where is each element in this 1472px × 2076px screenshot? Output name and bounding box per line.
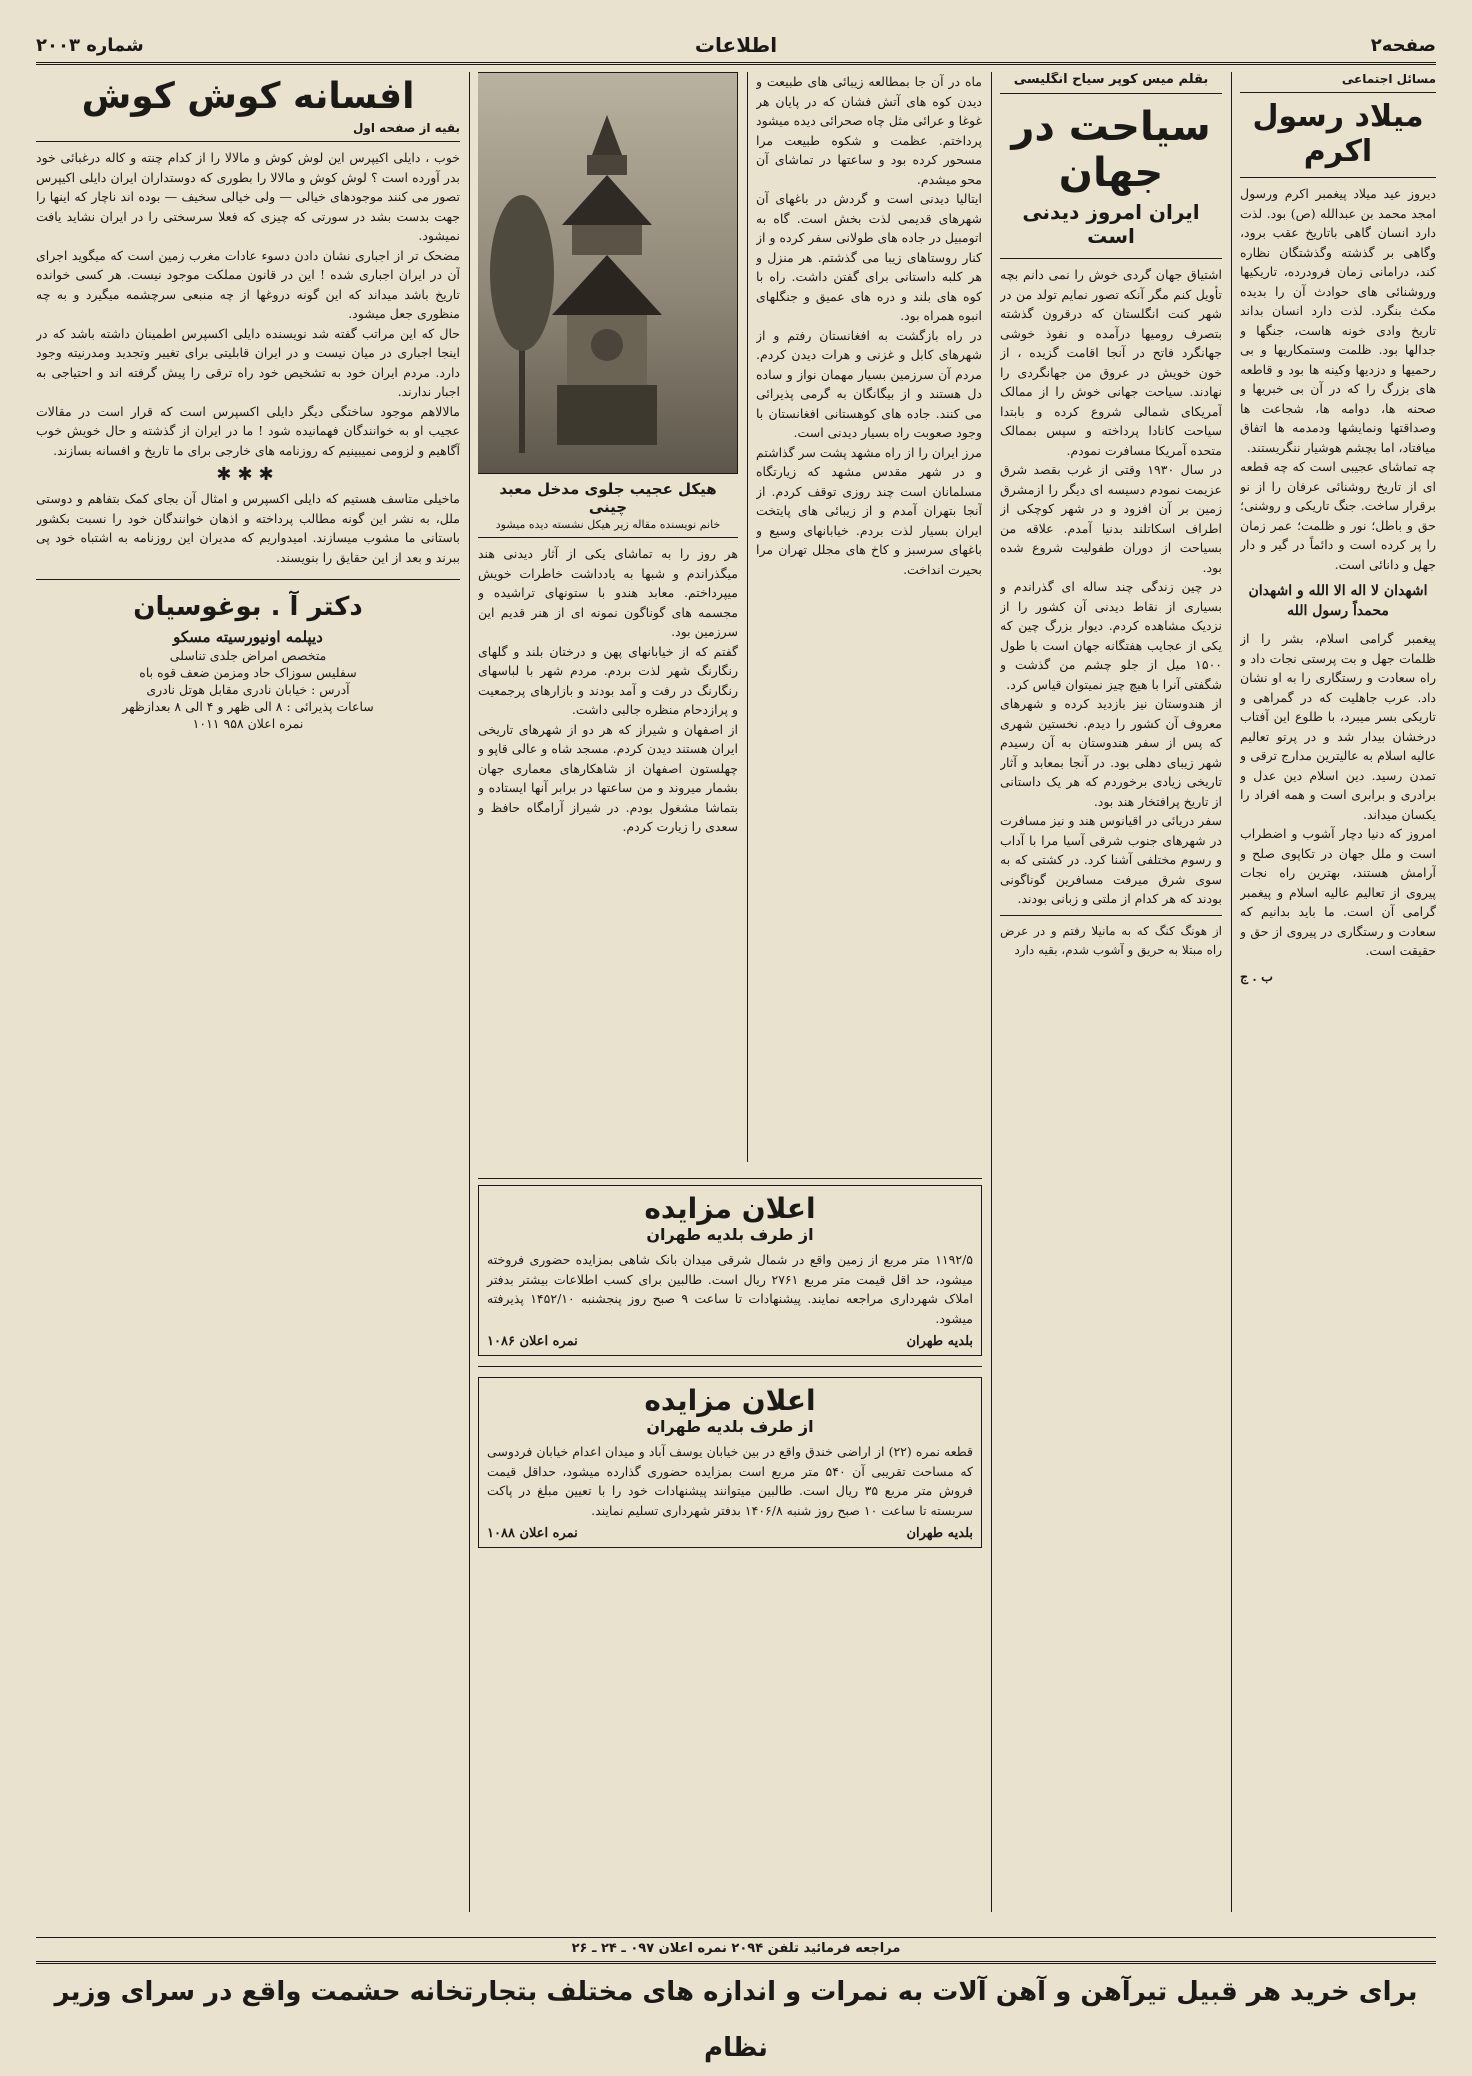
ad-number: نمره اعلان ۱۰۸۶: [487, 1334, 578, 1349]
column-milad: [1240, 72, 1436, 1912]
article-body: مضحک تر از اجباری نشان دادن دسوء عادات مغرب زمین است که میگوید اجرای آن در ایران اجباری شده ! این در قانون مملکت موجود نیست. هر کسی خوانده تاریخ باشد میداند که این گونه دروغها از چه منبعی سرچشمه میگیرد و به چه منظوری جعل میشود.: [36, 247, 460, 321]
article-body: حال که این مراتب گفته شد نویسنده دایلی اکسپرس اطمینان داشته باشد که در اینجا اجباری در میان نیست و در ایران قابلیتی برای تغییر وتجدید ومدرنیته وجود دارد. مردم ایران خود به تشخیص خود راه ترقی را پیش گرفته اند و احتیاجی به اجبار ندارند.: [36, 325, 460, 399]
ad-number: نمره اعلان ۱۰۸۸: [487, 1526, 578, 1541]
ad-title: اعلان مزایده: [644, 1384, 816, 1417]
ad-signer: بلدیه طهران: [906, 1526, 973, 1541]
column-travel-cont: [756, 72, 982, 1162]
article-body: امروز که دنیا دچار آشوب و اضطراب است و ملل جهان در تکاپوی صلح و آرامش هستند، بهترین راه نجات پیروی از تعالیم عالیه اسلام و پیغمبر گرامی آن است. ما باید بدانیم که سعادت و رستگاری در پیروی از حق و حقیقت است.: [1240, 826, 1436, 958]
column-travel: [1000, 72, 1222, 1912]
newspaper-page: [36, 28, 1436, 2063]
article-body: از اصفهان و شیراز که هر دو از شهرهای تاریخی ایران هستند دیدن کردم. مسجد شاه و عالی قاپو و چهلستون اصفهان از شاهکارهای معماری جهان بشمار میروند و من ساعتها در برابر آنها ایستاده و بتماشا مشغول بودم. در شیراز آرامگاه حافظ و سعدی را زیارت کردم.: [478, 721, 738, 834]
article-body: ماخیلی متاسف هستیم که دایلی اکسپرس و امثال آن بجای کمک بتفاهم و دوستی ملل، به نشر این گونه مطالب پرداخته و اذهان خوانندگان خود را نسبت بکشور باستانی ما مشوب میسازند. امیدواریم که مدیران این روزنامه به اشتباه خود پی ببرند و بعد از این حقایق را بنویسند.: [36, 491, 460, 565]
article-title: سیاحت در جهان: [1011, 104, 1211, 196]
temple-photo: [478, 72, 738, 474]
footer-small-line: مراجعه فرمائید تلفن ۲۰۹۴ نمره اعلان ۰۹۷ ـ ۲۴ ـ ۲۶: [36, 1937, 1436, 1960]
ad-subtitle: از طرف بلدیه طهران: [646, 1417, 814, 1436]
continued-note: از هونگ کنگ که به مانیلا رفتم و در عرض راه مبتلا به حریق و آشوب شدم، بقیه دارد: [1000, 923, 1222, 957]
article-body: ایتالیا دیدنی است و گردش در باغهای آن شهرهای قدیمی لذت بخش است. گاه به اتومبیل در جاده های طولانی سفر کرده و از کنار روستاهای زیبا می گذشتم. هر منزل و هر کلبه داستانی برای گفتن داشت. راه با کوه های بلند و دره های عمیق و جنگلهای انبوه همراه بود.: [756, 191, 982, 323]
shahada-line: اشهدان لا اله الا الله و اشهدان محمداً رسول الله: [1248, 583, 1428, 619]
article-body: خوب ، دایلی اکیپرس این لوش کوش و مالالا را از کدام چنته و کاله درغبائی خود بدر آورده است ؟ لوش کوش و مالالا را بطوری که دوستداران ایران دایلی اکیپرس تصور می کنند موجودهای خیالی — ولی خیالی سخیف — بوده اند ناچار که اینها را جهت بدست بشد در سورتی که چیزی که فعلا سرسختی را در ایران نشاید یافت نمیشود.: [36, 150, 460, 243]
article-body: چه تماشای عجیبی است که چه قطعه ای از تاریخ روشنائی عرفان را از نو برقرار ساخت. جنگ تاریکی و روشنی؛ حق و باطل؛ نور و ظلمت؛ عمر زمان را پر کرده است و دائماً در گیر و دار جهل و دانائی است.: [1240, 459, 1436, 572]
article-body: اشتیاق جهان گردی خوش را نمی دانم بچه تأویل کنم مگر آنکه تصور نمایم تولد من در شهر کنت انگلستان که درقرون گذشته بتصرف رومیها درآمده و نفوذ خوشی جهانگرد فاتح در آنجا اقامت گزیده ، از خون خویش در عروق من جهانگردی را نهادند. سیاحت جهانی خوش را از ممالک آمریکای شمالی شروع کرده و بابتدا سیاحت کانادا پرداخته و سپس بممالک متحده آمریکا مسافرت نمودم.: [1000, 267, 1222, 458]
byline: بقلم میس کوپر سیاح انگلیسی: [1013, 72, 1209, 87]
article-body: در سال ۱۹۳۰ وقتی از غرب بقصد شرق عزیمت نمودم دسیسه ای دیگر را ازمشرق زمین بر آن افزود و در شهر کوچکی از اطراف اسکاتلند بدنیا آمدم. علاقه من بسیاحت از دوران طفولیت شروع شده بود.: [1000, 462, 1222, 575]
issue-number: شماره ۲۰۰۳: [36, 34, 144, 56]
masthead: [36, 28, 1436, 65]
article-title: میلاد رسول اکرم: [1252, 99, 1424, 169]
article-body: دیروز عید میلاد پیغمبر اکرم ورسول امجد محمد بن عبدالله (ص) بود. لذت دارد انسان گاهی باتاریخ عقب برود، وگاهی بر گذشته وگذشتگان نظاره کند، درامانی زمان فرودرده، تاریکیها وروشنائی های حوادث آن را بدیده مکث بنگرد. لذت دارد انسان بداند تاریخ وادی خونه هاست، جنگها و جدالها بود. ظلمت وستمکاریها و بی رحمیها و دزدیها وکینه ها بود و قاطعه های بزرگ را که در آن بی خبریها و صحنه ها، دوامه ها، شجاعت ها وصداقتها ونمایشها ودمدمه ها اتفاق میافتاد، اما بچشم هوشیار ننگریستند.: [1240, 186, 1436, 455]
ad-title: اعلان مزایده: [644, 1192, 816, 1225]
page-number: صفحه۲: [1370, 34, 1436, 56]
doctor-diploma: دیپلمه اونیورسیته مسکو: [173, 628, 323, 646]
article-body: در چین زندگی چند ساله ای گذراندم و بسیاری از نقاط دیدنی آن کشور را از نزدیک مشاهده کردم. دیوار بزرگ چین که یکی از عجایب هفتگانه جهان است با طول ۱۵۰۰ میل از جلو چشم من گذشت و شگفتی آنرا با هیچ چیز نمیتوان قیاس کرد.: [1000, 579, 1222, 692]
photo-subcaption: خانم نویسنده مقاله زیر هیکل نشسته دیده میشود: [495, 518, 721, 531]
ad-body: قطعه نمره (۲۲) از اراضی خندق واقع در بین خیابان یوسف آباد و میدان اعدام خیابان فردوسی که مساحت تقریبی آن ۵۴۰ متر مربع است بمزایده حضوری گذارده میشود، حداقل قیمت فروش متر مربع ۳۵ ریال است. طالبین میتوانند پیشنهادات خود را با تعیین مبلغ در پاکت سربسته تا ساعت ۱۰ صبح روز شنبه ۱۴۰۶/۸ بدفتر شهرداری تسلیم نمایند.: [487, 1444, 974, 1518]
doctor-specialty: متخصص امراض جلدی تناسلی: [169, 648, 327, 663]
section-divider: ✱✱✱: [216, 464, 280, 485]
signature: ب . ج: [1240, 968, 1273, 984]
paper-name: اطلاعات: [694, 33, 778, 57]
article-body: در راه بازگشت به افغانستان رفتم و از شهرهای کابل و غزنی و هرات دیدن کردم. مردم آن سرزمین بسیار مهمان نواز و ساده دل هستند و از بیگانگان به گرمی پذیرائی می کنند. جاده های کوهستانی افغانستان با وجود صعوبت راه بسیار دیدنی است.: [756, 327, 982, 440]
ad-signer: بلدیه طهران: [906, 1334, 973, 1349]
doctor-ad: [36, 592, 460, 731]
auction-ad-1: [478, 1185, 982, 1356]
article-body: از هندوستان نیز بازدید کرده و شهرهای معروف آن کشور را دیدم. نخستین شهری که پس از سفر هندوستان به آن رسیدم شهر زیبای دهلی بود. در آنجا بمعابد و آثار تاریخی زیادی برخوردم که هر یک داستانی از تاریخ پرافتخار هند بود.: [1000, 696, 1222, 809]
article-body: مالالاهم موجود ساختگی دیگر دایلی اکسپرس است که قرار است در مقالات عجیب او به خوانندگان فهمانیده شود ! ما در ایران از گذشته و حال خویش خوب آگاهیم و لزومی نمیبینیم که روزنامه های خارجی برای ما تاریخ و افسانه بسازند.: [36, 403, 460, 458]
column-kushkush: [36, 72, 460, 1912]
continued-from: بقیه از صفحه اول: [352, 121, 460, 135]
section-label: مسائل اجتماعی: [1341, 72, 1436, 86]
article-body: پیغمبر گرامی اسلام، بشر را از ظلمات جهل و بت پرستی نجات داد و راه سعادت و رستگاری را به او نشان داد. عرب جاهلیت که در گمراهی و تاریکی بسر میبرد، با طلوع این آفتاب درخشان بیدار شد و در پرتو تعالیم عالیه اسلام به عالیترین مدارج ترقی و تمدن رسید. دین اسلام دین عدل و برادری و برابری است و همه افراد را یکسان میداند.: [1240, 631, 1436, 822]
ad-subtitle: از طرف بلدیه طهران: [646, 1225, 814, 1244]
footer-banner-ad: برای خرید هر قبیل تیرآهن و آهن آلات به نمرات و اندازه های مختلف بتجارتخانه حشمت واقع در سرای وزیر نظام: [36, 1961, 1436, 2020]
article-body: سفر دریائی در اقیانوس هند و نیز مسافرت در شهرهای جنوب شرقی آسیا مرا با آداب و رسوم مختلفی آشنا کرد. در کشتی که به سوی شرق میرفت مسافرین گوناگونی بودند که هر کدام از ملتی و زبانی بودند.: [1000, 813, 1222, 906]
auction-ads: [478, 1172, 982, 1912]
doctor-hours: ساعات پذیرائی : ۸ الی ظهر و ۴ الی ۸ بعدازظهر: [122, 699, 374, 714]
article-body: هر روز را به تماشای یکی از آثار دیدنی هند میگذراندم و شبها به یادداشت خاطرات خویش میپرداختم. معابد هندو با ستونهای تراشیده و مجسمه های گوناگون نمونه ای از هنر قدیم این سرزمین بود.: [478, 546, 738, 639]
doctor-name: دکتر آ . بوغوسیان: [133, 592, 363, 622]
doctor-services: سفلیس سوزاک حاد ومزمن ضعف قوه باه: [139, 665, 357, 680]
article-body: ماه در آن جا بمطالعه زیبائی های طبیعت و دیدن کوه های آتش فشان که در پایان هر غوغا و عرائی مثل چاه صحرائی دیده میشود پرداختم. عظمت و شکوه طبیعت مرا مسحور کرده بود و ساعتها در تماشای آن محو میشدم.: [756, 74, 982, 187]
column-photo: [478, 72, 738, 1162]
article-title: افسانه کوش کوش: [81, 76, 415, 117]
doctor-ad-number: نمره اعلان ۹۵۸ ۱۰۱۱: [192, 716, 304, 731]
ad-body: ۱۱۹۲/۵ متر مربع از زمین واقع در شمال شرقی میدان بانک شاهی بمزایده حضوری فروخته میشود، حد اقل قیمت متر مربع ۲۷۶۱ ریال است. طالبین برای کسب اطلاعات بیشتر بدفتر املاک شهرداری مراجعه نمایند. پیشنهادات تا ساعت ۹ صبح روز پنجشنبه ۱۴۵۲/۱۰ پذیرفته میشود.: [487, 1252, 973, 1326]
doctor-address: آدرس : خیابان نادری مقابل هوتل نادری: [146, 682, 350, 697]
photo-caption: هیکل عجیب جلوی مدخل معبد چینی: [499, 480, 717, 516]
article-body: گفتم که از خیابانهای پهن و درختان بلند و گلهای رنگارنگ شهر لذت بردم. مردم شهر با لباسهای رنگارنگ در رفت و آمد بودند و بازارهای پرجمعیت و پرازدحام منظره جالبی داشت.: [478, 643, 738, 717]
article-subtitle: ایران امروز دیدنی است: [1022, 200, 1200, 248]
auction-ad-2: [478, 1377, 982, 1548]
tree-icon: [487, 193, 557, 453]
article-body: مرز ایران را از راه مشهد پشت سر گذاشتم و در شهر مقدس مشهد که زیارتگاه مسلمانان است چند روزی توقف کردم. از آنجا بتهران آمدم و از زیبائی های پایتخت ایران بسیار لذت بردم. خیابانهای وسیع و باغهای سرسبز و کاخ های مجلل تهران مرا بحیرت انداخت.: [756, 444, 982, 577]
